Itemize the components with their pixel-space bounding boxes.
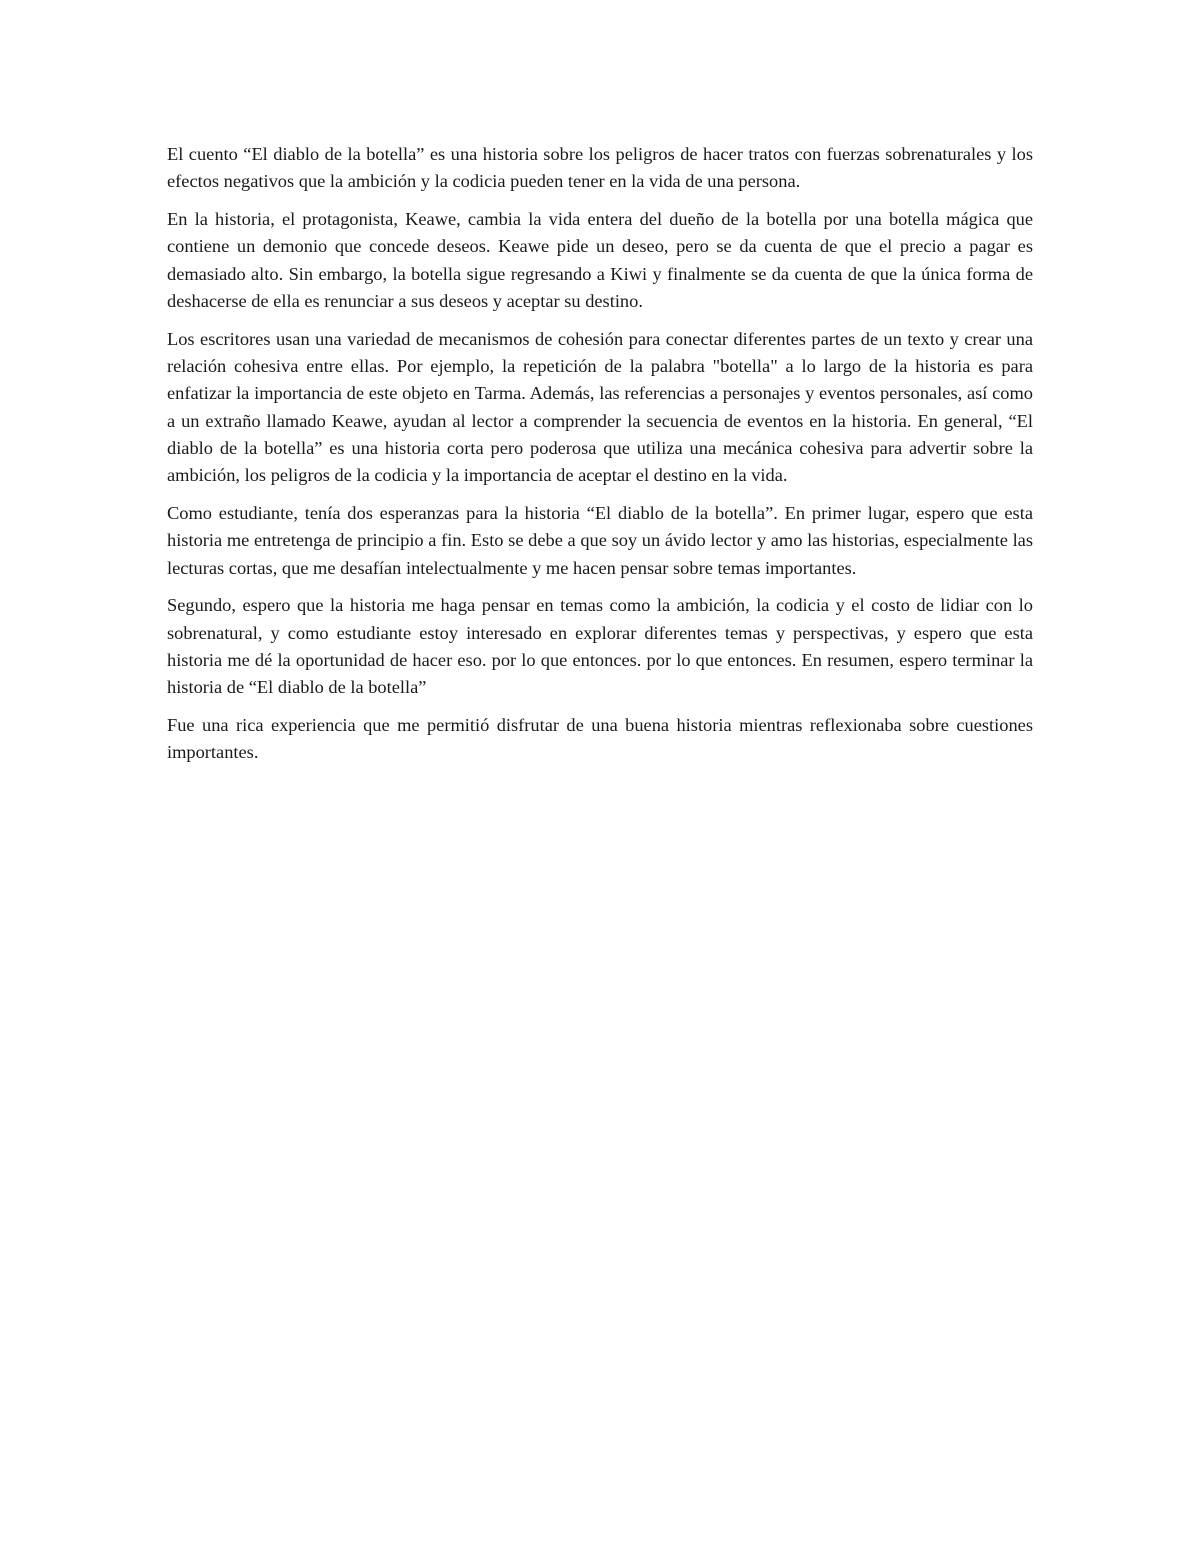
paragraph-cohesion: Los escritores usan una variedad de mecanismos de cohesión para conectar diferentes partes de un texto y crear una relación cohesiva entre ellas. Por ejemplo, la repetición de la palabra "botella" a lo largo de la historia es para enfatizar la importancia de este objeto en Tarma. Además, las referencias a personajes y eventos personales, así como a un extraño llamado Keawe, ayudan al lector a comprender la secuencia de eventos en la historia. En general, “El diablo de la botella” es una historia corta pero poderosa que utiliza una mecánica cohesiva para advertir sobre la ambición, los peligros de la codicia y la importancia de aceptar el destino en la vida. xyxy=(167,328,1033,486)
paragraph-story-summary: En la historia, el protagonista, Keawe, cambia la vida entera del dueño de la botella por una botella mágica que contiene un demonio que concede deseos. Keawe pide un deseo, pero se da cuenta de que el precio a pagar es demasiado alto. Sin embargo, la botella sigue regresando a Kiwi y finalmente se da cuenta de que la única forma de deshacerse de ella es renunciar a sus deseos y aceptar su destino. xyxy=(167,209,1033,311)
paragraph-second-hope: Segundo, espero que la historia me haga pensar en temas como la ambición, la codicia y el costo de lidiar con lo sobrenatural, y como estudiante estoy interesado en explorar diferentes temas y perspectivas, y espero que esta historia me dé la oportunidad de hacer eso. por lo que entonces. por lo que entonces. En resumen, espero terminar la historia de “El diablo de la botella” xyxy=(167,595,1033,698)
paragraph-conclusion: Fue una rica experiencia que me permitió disfrutar de una buena historia mientras reflexionaba sobre cuestiones importantes. xyxy=(167,715,1033,763)
paragraph-intro: El cuento “El diablo de la botella” es una historia sobre los peligros de hacer tratos con fuerzas sobrenaturales y los efectos negativos que la ambición y la codicia pueden tener en la vida de una persona. xyxy=(167,144,1033,192)
document-body xyxy=(167,141,1033,777)
paragraph-expectations: Como estudiante, tenía dos esperanzas para la historia “El diablo de la botella”. En primer lugar, espero que esta historia me entretenga de principio a fin. Esto se debe a que soy un ávido lector y amo las historias, especialmente las lecturas cortas, que me desafían intelectualmente y me hacen pensar sobre temas importantes. xyxy=(167,503,1033,578)
